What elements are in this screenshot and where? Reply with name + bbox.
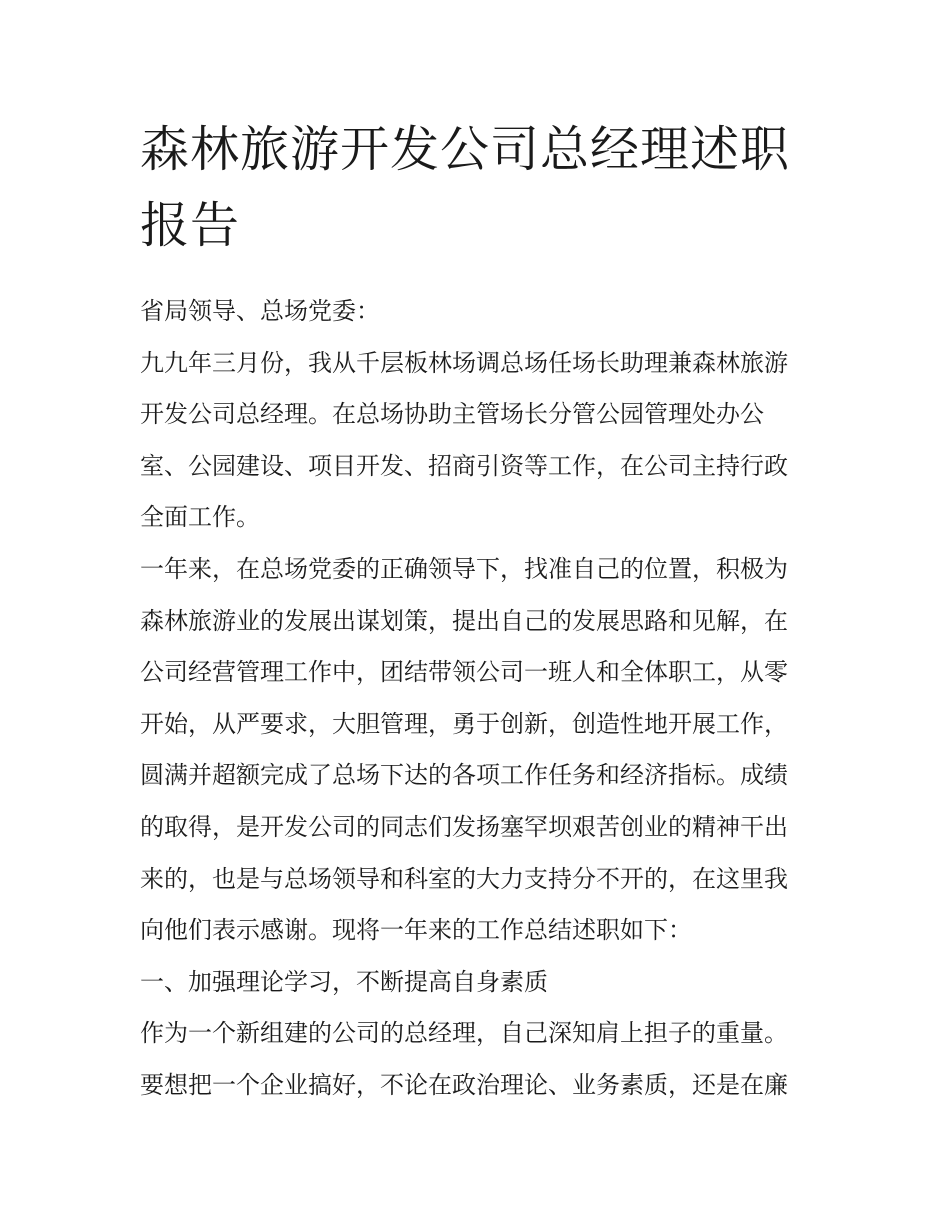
body-line: 九九年三月份，我从千层板林场调总场任场长助理兼森林旅游 [140, 348, 788, 377]
body-line: 的取得，是开发公司的同志们发扬塞罕坝艰苦创业的精神干出 [140, 812, 788, 841]
body-line: 开始，从严要求，大胆管理，勇于创新，创造性地开展工作， [140, 709, 788, 738]
body-line: 作为一个新组建的公司的总经理，自己深知肩上担子的重量。 [140, 1019, 788, 1048]
salutation: 省局领导、总场党委： [140, 297, 380, 325]
body-line: 圆满并超额完成了总场下达的各项工作任务和经济指标。成绩 [140, 761, 788, 790]
title-line-1: 森林旅游开发公司总经理述职 [140, 121, 791, 178]
body-line: 来的，也是与总场领导和科室的大力支持分不开的，在这里我 [140, 864, 788, 893]
title-line-2: 报告 [140, 197, 241, 254]
document-page [140, 112, 820, 1112]
body-line: 一年来，在总场党委的正确领导下，找准自己的位置，积极为 [140, 554, 788, 583]
body-line: 开发公司总经理。在总场协助主管场长分管公园管理处办公 [140, 400, 764, 429]
section-heading: 一、加强理论学习，不断提高自身素质 [140, 967, 548, 996]
body-line: 要想把一个企业搞好，不论在政治理论、业务素质，还是在廉 [140, 1070, 788, 1099]
body-line: 公司经营管理工作中，团结带领公司一班人和全体职工，从零 [140, 658, 788, 687]
document-title [140, 112, 820, 264]
body-line: 室、公园建设、项目开发、招商引资等工作，在公司主持行政 [140, 451, 788, 480]
document-body [140, 286, 820, 1112]
body-line: 森林旅游业的发展出谋划策，提出自己的发展思路和见解，在 [140, 606, 788, 635]
body-line: 向他们表示感谢。现将一年来的工作总结述职如下： [140, 916, 692, 945]
body-line: 全面工作。 [140, 503, 260, 532]
